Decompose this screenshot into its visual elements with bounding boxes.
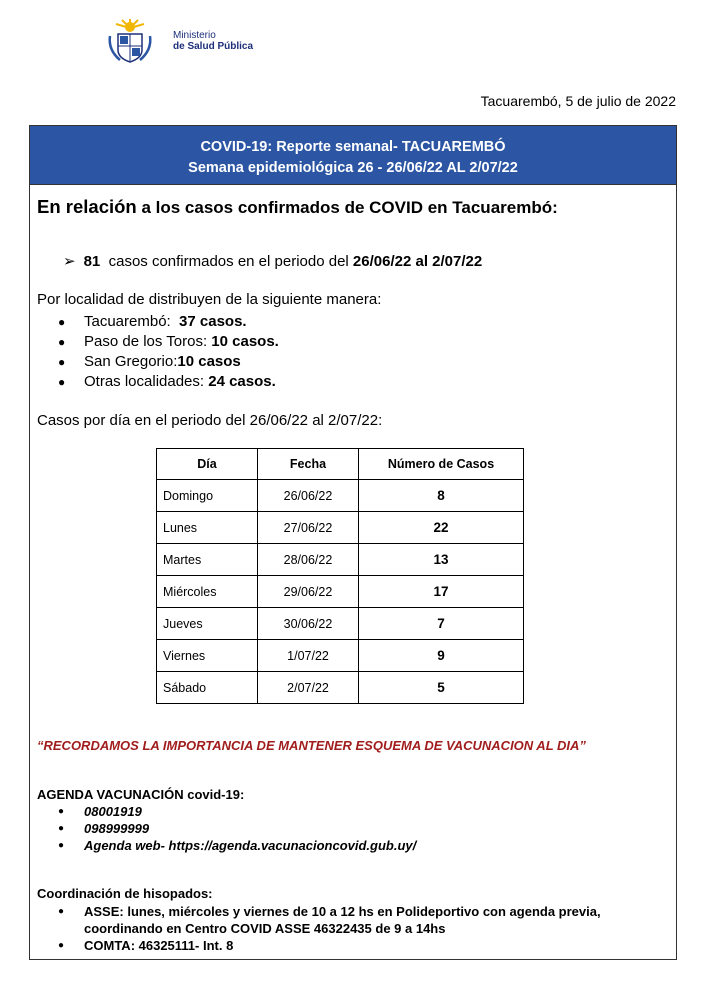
cell-fecha: 28/06/22 (258, 544, 359, 576)
swab-comta: COMTA: 46325111- Int. 8 (84, 938, 234, 953)
cell-fecha: 26/06/22 (258, 480, 359, 512)
cell-fecha: 30/06/22 (258, 608, 359, 640)
list-item (58, 903, 670, 937)
list-item (58, 312, 279, 332)
uruguay-coat-of-arms-logo (104, 18, 156, 64)
cell-casos: 22 (359, 512, 524, 544)
table-row (157, 512, 524, 544)
summary-count: 81 (83, 253, 101, 270)
list-item (58, 820, 416, 837)
cell-fecha: 27/06/22 (258, 512, 359, 544)
section-title-part1: En relación (37, 196, 137, 217)
locality-name: Otras localidades: (84, 373, 209, 390)
list-item (58, 332, 279, 352)
cell-fecha: 1/07/22 (258, 640, 359, 672)
cell-casos: 17 (359, 576, 524, 608)
cell-dia: Domingo (157, 480, 258, 512)
header-dia: Día (157, 449, 258, 480)
cell-fecha: 29/06/22 (258, 576, 359, 608)
ministry-line2: de Salud Pública (173, 41, 254, 52)
table-row (157, 480, 524, 512)
daily-intro: Casos por día en el periodo del 26/06/22 al 2/07/22: (37, 412, 383, 429)
banner-title: COVID-19: Reporte semanal- TACUAREMBÓ (200, 139, 506, 155)
cell-dia: Martes (157, 544, 258, 576)
ministry-line1: Ministerio (173, 30, 216, 41)
table-row (157, 544, 524, 576)
cell-fecha: 2/07/22 (258, 672, 359, 704)
report-banner (29, 125, 677, 185)
cell-casos: 13 (359, 544, 524, 576)
cell-dia: Lunes (157, 512, 258, 544)
list-item (58, 803, 416, 820)
agenda-list (58, 803, 416, 854)
report-date: Tacuarembó, 5 de julio de 2022 (480, 93, 676, 109)
cell-dia: Viernes (157, 640, 258, 672)
cell-dia: Sábado (157, 672, 258, 704)
locality-cases: 24 casos. (208, 373, 276, 390)
locality-name: Tacuarembó: (84, 313, 180, 330)
summary-text: casos confirmados en el periodo del (100, 253, 353, 270)
list-item (58, 937, 670, 954)
locality-cases: 10 casos. (211, 333, 279, 350)
ministry-name (173, 30, 253, 52)
locality-intro: Por localidad de distribuyen de la siguiente manera: (37, 291, 382, 308)
cell-casos: 5 (359, 672, 524, 704)
list-item (58, 837, 416, 854)
locality-list (58, 312, 279, 392)
agenda-web-link: Agenda web- https://agenda.vacunacioncovid.gub.uy/ (84, 838, 417, 853)
agenda-title: AGENDA VACUNACIÓN covid-19: (37, 787, 245, 802)
cell-dia: Miércoles (157, 576, 258, 608)
section-title (37, 196, 558, 218)
table-row (157, 640, 524, 672)
vaccination-reminder: “RECORDAMOS LA IMPORTANCIA DE MANTENER ESQUEMA DE VACUNACION AL DIA” (37, 738, 586, 753)
list-item (58, 372, 279, 392)
locality-cases: 10 casos (177, 353, 241, 370)
cell-dia: Jueves (157, 608, 258, 640)
agenda-phone-2: 098999999 (84, 821, 150, 836)
agenda-phone-1: 08001919 (84, 804, 142, 819)
banner-subtitle: Semana epidemiológica 26 - 26/06/22 AL 2/07/22 (188, 160, 518, 176)
table-header-row (157, 449, 524, 480)
header-fecha: Fecha (258, 449, 359, 480)
swabs-title: Coordinación de hisopados: (37, 886, 213, 901)
summary-line (63, 252, 482, 270)
cell-casos: 7 (359, 608, 524, 640)
locality-name: San Gregorio: (84, 353, 178, 370)
daily-cases-table (156, 448, 524, 704)
table-row (157, 608, 524, 640)
table-row (157, 672, 524, 704)
cell-casos: 8 (359, 480, 524, 512)
arrow-bullet-icon: ➢ (63, 253, 76, 270)
locality-name: Paso de los Toros: (84, 333, 212, 350)
cell-casos: 9 (359, 640, 524, 672)
section-title-part2: a los casos confirmados de COVID en Tacuarembó: (136, 198, 558, 217)
swabs-list (58, 903, 670, 954)
table-row (157, 576, 524, 608)
locality-cases: 37 casos. (179, 313, 247, 330)
swab-asse: ASSE: lunes, miércoles y viernes de 10 a 12 hs en Polideportivo con agenda previa, coordinando en Centro COVID ASSE 46322435 de 9 a 14hs (84, 904, 601, 936)
summary-period: 26/06/22 al 2/07/22 (352, 253, 483, 270)
list-item (58, 352, 279, 372)
header-numero: Número de Casos (359, 449, 524, 480)
